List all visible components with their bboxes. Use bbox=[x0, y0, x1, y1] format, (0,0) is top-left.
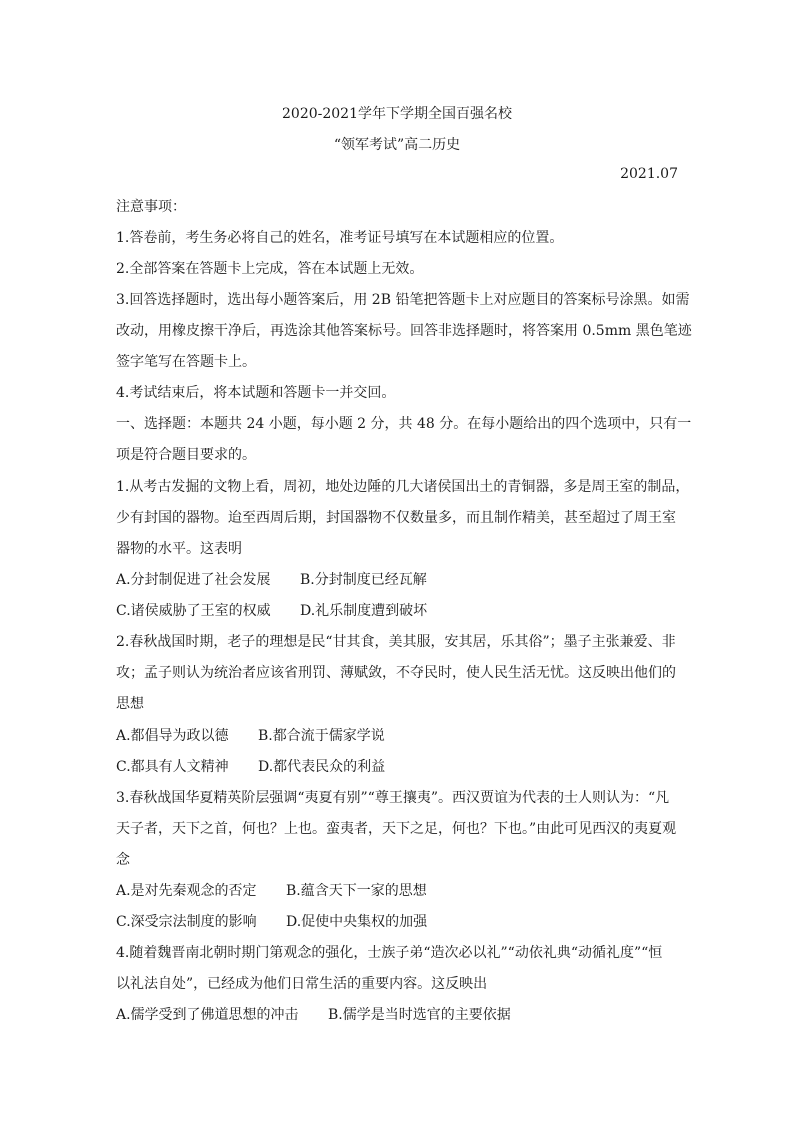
question-2-option-c: C.都具有人文精神 bbox=[116, 759, 229, 775]
exam-subtitle: “领军考试”高二历史 bbox=[333, 137, 461, 153]
question-3-option-d: D.促使中央集权的加强 bbox=[286, 914, 428, 930]
notice-item-2: 2.全部答案在答题卡上完成，答在本试题上无效。 bbox=[116, 261, 424, 277]
exam-date: 2021.07 bbox=[620, 166, 678, 182]
question-2-option-d: D.都代表民众的利益 bbox=[258, 759, 386, 775]
question-2-option-a: A.都倡导为政以德 bbox=[116, 728, 229, 744]
question-1-line-3: 器物的水平。这表明 bbox=[116, 541, 242, 557]
notice-item-4: 4.考试结束后，将本试题和答题卡一并交回。 bbox=[116, 385, 396, 401]
question-3-line-1: 3.春秋战国华夏精英阶层强调“夷夏有别”“尊王攘夷”。西汉贾谊为代表的士人则认为：“凡 bbox=[116, 790, 670, 806]
question-3-line-2: 天子者，天下之首，何也？上也。蛮夷者，天下之足，何也？下也。”由此可见西汉的夷夏观 bbox=[116, 821, 677, 837]
question-2-line-3: 思想 bbox=[116, 696, 144, 712]
question-1-line-1: 1.从考古发掘的文物上看，周初，地处边陲的几大诸侯国出土的青铜器，多是周王室的制品， bbox=[116, 479, 690, 495]
question-1-line-2: 少有封国的器物。迨至西周后期，封国器物不仅数量多，而且制作精美，甚至超过了周王室 bbox=[116, 510, 676, 526]
question-3-option-c: C.深受宗法制度的影响 bbox=[116, 914, 257, 930]
notice-item-3-line-3: 签字笔写在答题卡上。 bbox=[116, 354, 256, 370]
question-1-option-b: B.分封制度已经瓦解 bbox=[300, 572, 427, 588]
question-2-line-1: 2.春秋战国时期，老子的理想是民“甘其食，美其服，安其居，乐其俗”；墨子主张兼爱、非 bbox=[116, 634, 676, 650]
question-1-option-a: A.分封制促进了社会发展 bbox=[116, 572, 271, 588]
question-4-line-1: 4.随着魏晋南北朝时期门第观念的强化，士族子弟“造次必以礼”“动依礼典“动循礼度”“恒 bbox=[116, 945, 663, 961]
section-1-intro-line-2: 项是符合题目要求的。 bbox=[116, 447, 256, 463]
question-3-line-3: 念 bbox=[116, 852, 130, 868]
question-1-option-d: D.礼乐制度遭到破坏 bbox=[300, 603, 428, 619]
notice-item-3-line-2: 改动，用橡皮擦干净后，再选涂其他答案标号。回答非选择题时，将答案用 0.5mm 黑色笔迹 bbox=[116, 323, 692, 339]
question-2-line-2: 攻；孟子则认为统治者应该省刑罚、薄赋敛，不夺民时，使人民生活无忧。这反映出他们的 bbox=[116, 665, 676, 681]
question-4-option-b: B.儒学是当时选官的主要依据 bbox=[328, 1007, 511, 1023]
notice-heading: 注意事项： bbox=[116, 199, 186, 215]
notice-item-3-line-1: 3.回答选择题时，选出每小题答案后，用 2B 铅笔把答题卡上对应题目的答案标号涂黑。如需 bbox=[116, 292, 690, 308]
exam-title: 2020-2021学年下学期全国百强名校 bbox=[282, 106, 512, 122]
question-4-option-a: A.儒学受到了佛道思想的冲击 bbox=[116, 1007, 299, 1023]
notice-item-1: 1.答卷前，考生务必将自己的姓名，准考证号填写在本试题相应的位置。 bbox=[116, 230, 564, 246]
question-1-option-c: C.诸侯威胁了王室的权威 bbox=[116, 603, 271, 619]
section-1-intro-line-1: 一、选择题：本题共 24 小题，每小题 2 分，共 48 分。在每小题给出的四个选项中，只有一 bbox=[116, 416, 692, 432]
question-3-option-b: B.蕴含天下一家的思想 bbox=[286, 883, 427, 899]
question-4-line-2: 以礼法自处”，已经成为他们日常生活的重要内容。这反映出 bbox=[116, 976, 488, 992]
question-2-option-b: B.都合流于儒家学说 bbox=[258, 728, 385, 744]
question-3-option-a: A.是对先秦观念的否定 bbox=[116, 883, 257, 899]
